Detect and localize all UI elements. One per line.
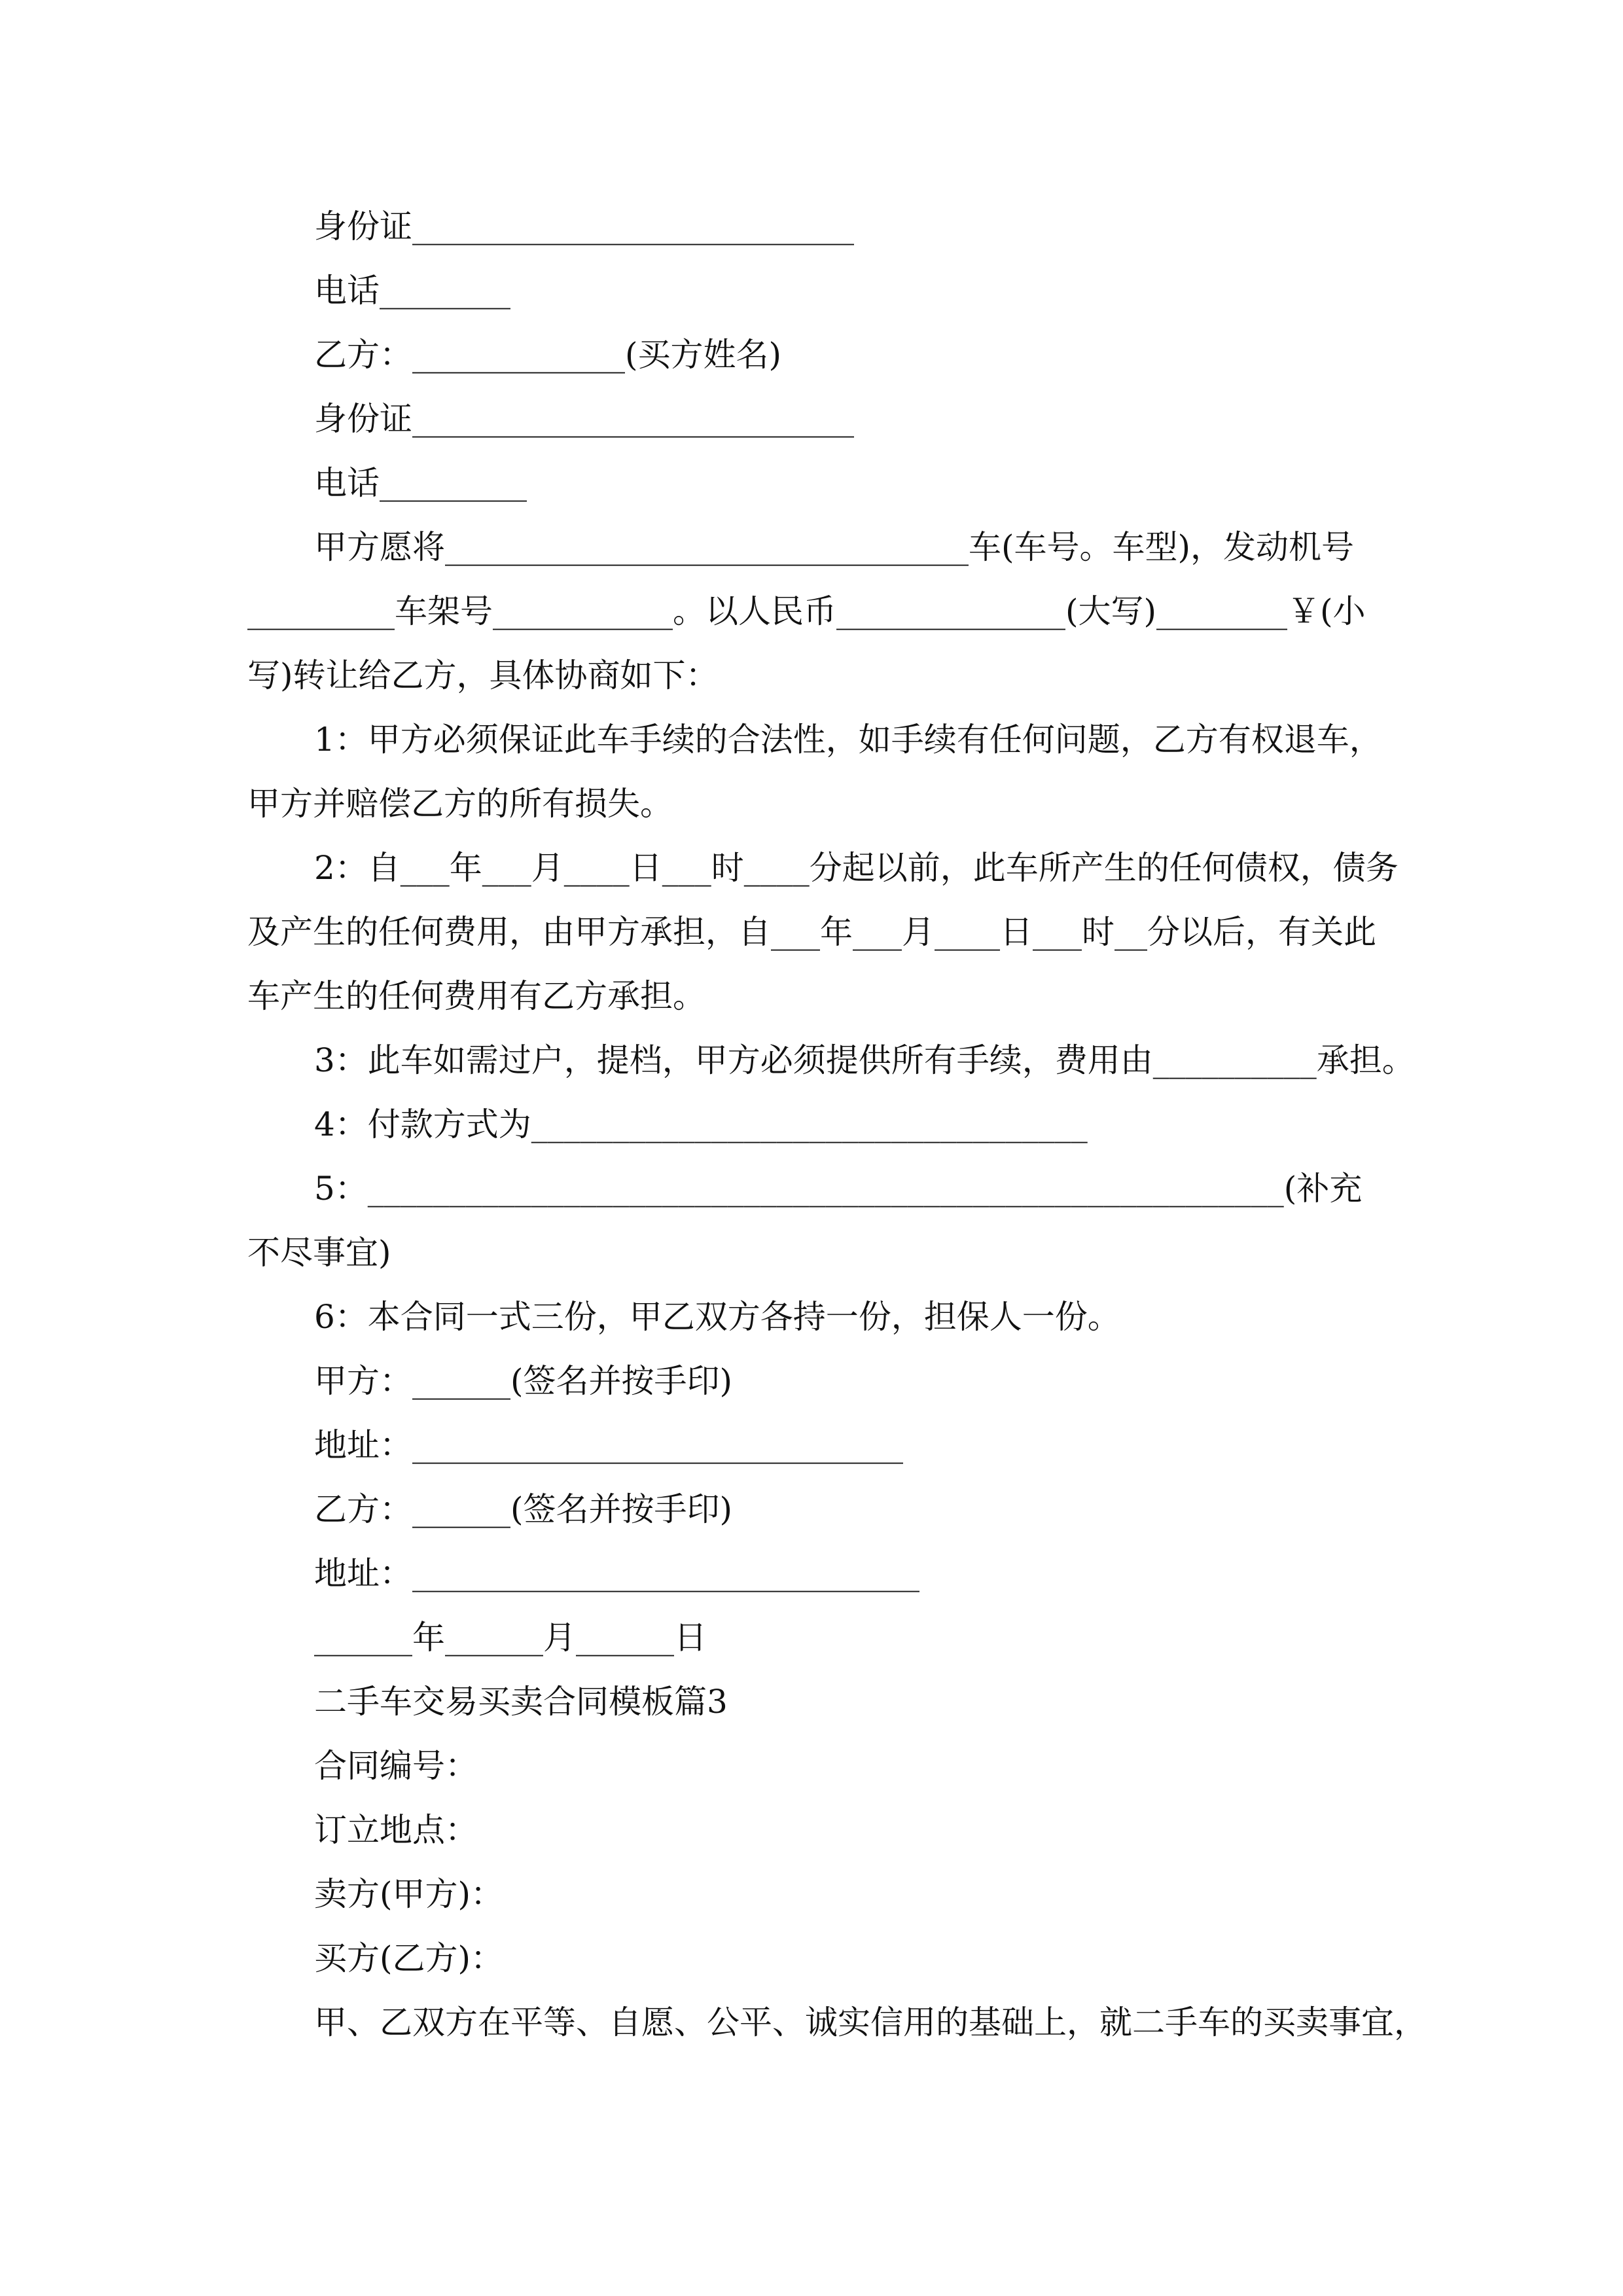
contract-text (247, 194, 1427, 2054)
clause-2-line-1: 2：自___年___月____日___时____分起以前，此车所产生的任何债权，债务 (314, 849, 1399, 887)
buyer-party-line: 买方(乙方)： (314, 1939, 504, 1977)
buyer-signature-line: 乙方：______(签名并按手印) (314, 1490, 733, 1528)
clause-5-line-1: 5：________________________________________________________(补充 (314, 1170, 1363, 1208)
preamble-line: 甲、乙双方在平等、自愿、公平、诚实信用的基础上，就二手车的买卖事宜， (314, 2003, 1427, 2041)
clause-1-line-2: 甲方并赔偿乙方的所有损失。 (247, 785, 673, 823)
clause-3-line: 3：此车如需过户，提档，甲方必须提供所有手续，费用由__________承担。 (314, 1041, 1415, 1079)
contract-number-line: 合同编号： (314, 1747, 478, 1785)
buyer-phone-line: 电话_________ (314, 464, 527, 502)
seller-phone-line: 电话________ (314, 272, 510, 310)
clause-1-line-1: 1：甲方必须保证此车手续的合法性，如手续有任何问题，乙方有权退车， (314, 721, 1382, 759)
clause-5-line-2: 不尽事宜) (247, 1234, 391, 1272)
section-title: 二手车交易买卖合同模板篇3 (314, 1683, 728, 1721)
place-line: 订立地点： (314, 1811, 478, 1849)
seller-id-line: 身份证___________________________ (314, 207, 854, 245)
transfer-terms-line: 写)转让给乙方，具体协商如下： (247, 656, 719, 694)
clause-2-line-3: 车产生的任何费用有乙方承担。 (247, 977, 705, 1015)
date-line: ______年______月______日 (314, 1619, 707, 1657)
seller-address-line: 地址：______________________________ (314, 1426, 903, 1464)
buyer-name-line: 乙方：_____________(买方姓名) (314, 336, 782, 374)
seller-signature-line: 甲方：______(签名并按手印) (314, 1362, 733, 1400)
transfer-details-line: _________车架号___________。以人民币______________(大写)________￥(小 (247, 592, 1366, 630)
buyer-address-line: 地址：_______________________________ (314, 1554, 919, 1592)
transfer-intro-line: 甲方愿将________________________________车(车号。车型)，发动机号 (314, 528, 1355, 566)
buyer-id-line: 身份证___________________________ (314, 400, 854, 438)
clause-4-line: 4：付款方式为__________________________________ (314, 1105, 1088, 1143)
clause-2-line-2: 及产生的任何费用，由甲方承担，自___年___月____日___时__分以后，有关此 (247, 913, 1376, 951)
clause-6-line: 6：本合同一式三份，甲乙双方各持一份，担保人一份。 (314, 1298, 1120, 1336)
seller-party-line: 卖方(甲方)： (314, 1875, 504, 1913)
